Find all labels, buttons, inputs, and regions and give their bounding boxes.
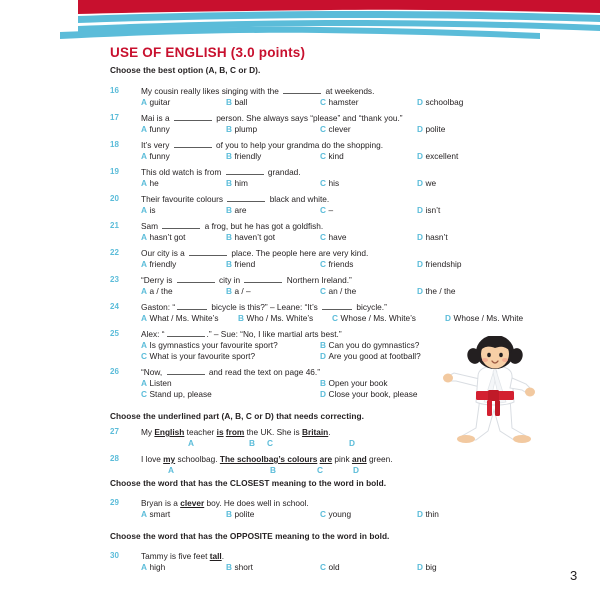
option-d[interactable]: D polite [417,124,446,134]
option-b[interactable]: B polite [226,509,255,519]
option-c[interactable]: C young [320,509,352,519]
question-number: 27 [110,427,119,436]
option-b[interactable]: B are [226,205,247,215]
option-d[interactable]: D Are you good at football? [320,351,421,361]
options-row [110,232,590,243]
question-stem: My cousin really likes singing with the at weekends. [141,86,375,96]
label-d[interactable]: D [349,438,355,448]
options-row [110,124,590,135]
option-c[interactable]: C clever [320,124,351,134]
option-c[interactable]: C have [320,232,347,242]
option-a[interactable]: A What / Ms. White’s [141,313,219,323]
options-row [110,205,590,216]
option-c[interactable]: C – [320,205,334,215]
option-a[interactable]: A he [141,178,159,188]
options-row [110,313,590,324]
option-b[interactable]: B short [226,562,253,572]
section-title: USE OF ENGLISH (3.0 points) [110,45,306,60]
answer-blank[interactable] [167,368,205,375]
page-number: 3 [570,568,578,583]
question-stem: Their favourite colours black and white. [141,194,330,204]
option-d[interactable]: D schoolbag [417,97,464,107]
question-number: 25 [110,329,119,338]
option-a[interactable]: A friendly [141,259,177,269]
question-number: 23 [110,275,119,284]
option-b[interactable]: B plump [226,124,258,134]
answer-blank[interactable] [177,303,207,310]
option-a[interactable]: A funny [141,124,170,134]
underlined-part-a[interactable]: English [154,427,185,437]
option-c[interactable]: C an / the [320,286,357,296]
question-number: 28 [110,454,119,463]
underlined-part-c[interactable]: from [225,427,245,437]
option-c[interactable]: C Whose / Ms. White’s [332,313,416,323]
option-b[interactable]: B Who / Ms. White’s [238,313,314,323]
option-a[interactable]: A funny [141,151,170,161]
option-c[interactable]: C kind [320,151,344,161]
underlined-part-b[interactable]: The schoolbag’s colours [219,454,318,464]
question-stem: This old watch is from grandad. [141,167,301,177]
option-a[interactable]: A guitar [141,97,171,107]
label-c[interactable]: C [267,438,273,448]
option-a[interactable]: A Is gymnastics your favourite sport? [141,340,278,350]
question-number: 20 [110,194,119,203]
options-row [110,562,590,573]
label-b[interactable]: B [249,438,255,448]
label-d[interactable]: D [353,465,359,475]
answer-blank[interactable] [283,87,321,94]
answer-blank[interactable] [226,168,264,175]
options-row [110,151,590,162]
answer-blank[interactable] [162,222,200,229]
option-d[interactable]: D we [417,178,437,188]
underlined-part-b[interactable]: is [216,427,224,437]
bold-target-word: tall [209,551,222,561]
underlined-part-d[interactable]: Britain [301,427,329,437]
question-number: 21 [110,221,119,230]
instruction-underlined: Choose the underlined part (A, B, C or D) that needs correcting. [110,411,364,421]
question-number: 17 [110,113,119,122]
answer-blank[interactable] [167,330,205,337]
label-c[interactable]: C [317,465,323,475]
instruction-opposite: Choose the word that has the OPPOSITE meaning to the word in bold. [110,531,390,541]
answer-blank[interactable] [189,249,227,256]
option-c[interactable]: C hamster [320,97,359,107]
underlined-part-d[interactable]: and [351,454,367,464]
bold-target-word: clever [180,498,205,508]
option-d[interactable]: D isn’t [417,205,441,215]
underlined-part-a[interactable]: my [163,454,176,464]
question-number: 16 [110,86,119,95]
option-d[interactable]: D Whose / Ms. White [445,313,524,323]
question-number: 18 [110,140,119,149]
question-stem: “Derry is city in Northern Ireland.” [141,275,352,285]
option-b[interactable]: B friend [226,259,256,269]
question-number: 26 [110,367,119,376]
option-d[interactable]: D big [417,562,437,572]
option-d[interactable]: D the / the [417,286,456,296]
option-d[interactable]: D thin [417,509,439,519]
question-stem: Alex: “ .” – Sue: “No, I like martial arts best.” [141,329,342,339]
option-a[interactable]: A hasn’t got [141,232,186,242]
question-stem: My English teacher is from the UK. She is Britain. [141,427,331,437]
answer-blank[interactable] [174,141,212,148]
underlined-part-c[interactable]: are [319,454,333,464]
answer-blank[interactable] [174,114,212,121]
question-stem: Mai is a person. She always says “please” and “thank you.” [141,113,403,123]
option-b[interactable]: B ball [226,97,248,107]
question-stem: Bryan is a clever boy. He does well in school. [141,498,309,508]
options-row [110,178,590,189]
question-number: 29 [110,498,119,507]
question-number: 30 [110,551,119,560]
question-stem: Gaston: “ bicycle is this?” – Leane: “It’s bicycle.” [141,302,387,312]
question-number: 19 [110,167,119,176]
option-a[interactable]: A high [141,562,166,572]
answer-blank[interactable] [227,195,265,202]
option-c[interactable]: C his [320,178,340,188]
option-c[interactable]: C Stand up, please [141,389,212,399]
option-c[interactable]: C What is your favourite sport? [141,351,256,361]
instruction-best-option: Choose the best option (A, B, C or D). [110,65,261,75]
answer-blank[interactable] [177,276,215,283]
option-a[interactable]: A Listen [141,378,172,388]
option-b[interactable]: B haven’t got [226,232,276,242]
options-row [110,509,590,520]
answer-blank[interactable] [322,303,352,310]
question-stem: Our city is a place. The people here are very kind. [141,248,369,258]
question-stem: “Now, and read the text on page 46.” [141,367,320,377]
answer-labels-row [110,465,590,476]
options-row [110,259,590,270]
options-row [110,97,590,108]
label-a[interactable]: A [188,438,194,448]
question-number: 24 [110,302,119,311]
option-a[interactable]: A smart [141,509,171,519]
option-b[interactable]: B a / – [226,286,251,296]
label-b[interactable]: B [270,465,276,475]
option-a[interactable]: A a / the [141,286,173,296]
question-stem: I love my schoolbag. The schoolbag’s colours are pink and green. [141,454,393,464]
question-stem: It’s very of you to help your grandma do the shopping. [141,140,384,150]
question-stem: Tammy is five feet tall. [141,551,225,561]
option-b[interactable]: B friendly [226,151,262,161]
question-number: 22 [110,248,119,257]
option-b[interactable]: B Can you do gymnastics? [320,340,420,350]
option-d[interactable]: D friendship [417,259,462,269]
options-row [110,286,590,297]
option-d[interactable]: D Close your book, please [320,389,418,399]
question-stem: Sam a frog, but he has got a goldfish. [141,221,324,231]
header-wave-banner [0,0,600,42]
label-a[interactable]: A [168,465,174,475]
option-c[interactable]: C old [320,562,340,572]
instruction-closest: Choose the word that has the CLOSEST meaning to the word in bold. [110,478,387,488]
karate-girl-illustration [440,336,550,448]
answer-blank[interactable] [244,276,282,283]
option-b[interactable]: B him [226,178,248,188]
option-d[interactable]: D excellent [417,151,459,161]
option-d[interactable]: D hasn’t [417,232,448,242]
option-c[interactable]: C friends [320,259,354,269]
option-b[interactable]: B Open your book [320,378,388,388]
option-a[interactable]: A is [141,205,156,215]
